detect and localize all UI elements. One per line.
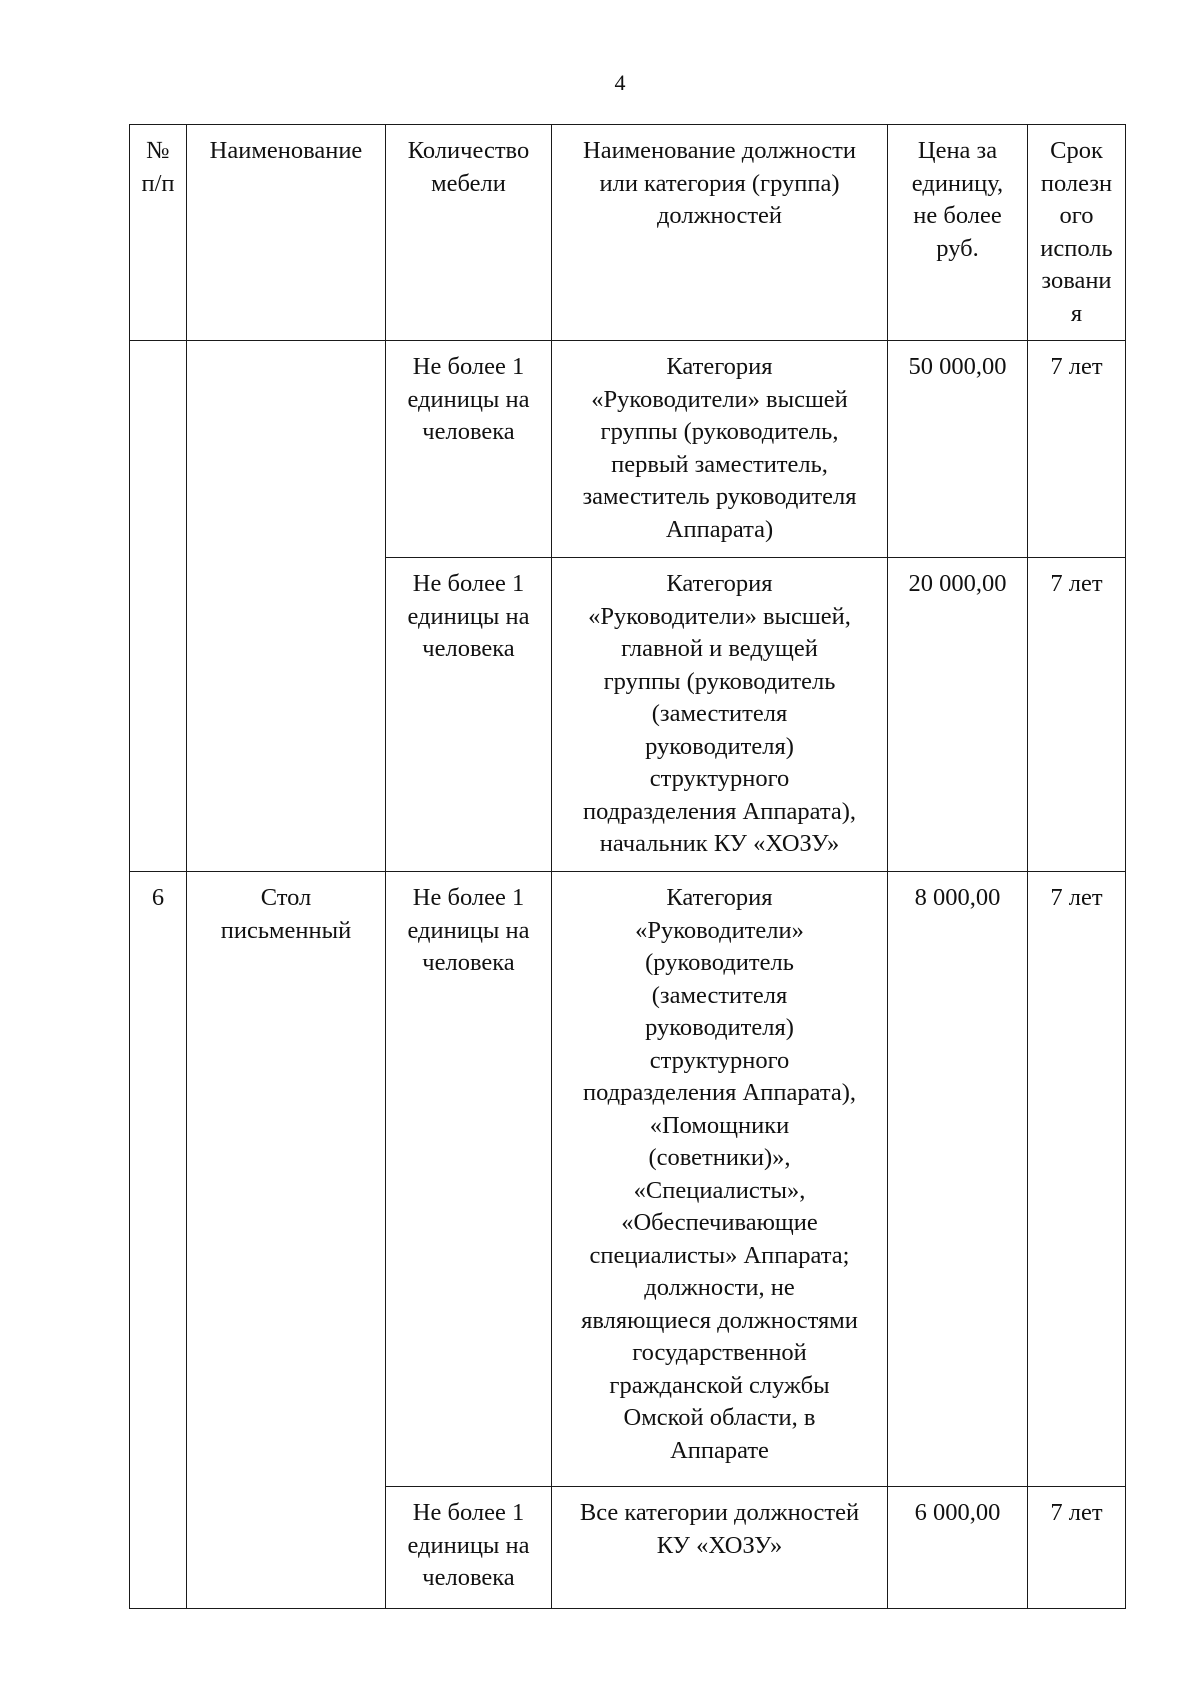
cell-term: 7 лет (1028, 1487, 1126, 1609)
cell-name (187, 341, 386, 872)
cell-quantity: Не более 1 единицы на человека (386, 558, 552, 872)
cell-position: Категория «Руководители» (руководитель (заместителя руководителя) структурного подразделения Аппарата), «Помощники (советники)», «Специалисты», «Обеспечивающие специалисты» Аппарата; должности, не являющиеся должностями государственной гражданской службы Омской области, в Аппарате (552, 872, 888, 1487)
header-quantity: Количество мебели (386, 125, 552, 341)
cell-position: Категория «Руководители» высшей группы (руководитель, первый заместитель, заместитель руководителя Аппарата) (552, 341, 888, 558)
header-name: Наименование (187, 125, 386, 341)
header-term: Срок полезн ого исполь зовани я (1028, 125, 1126, 341)
cell-name: Стол письменный (187, 872, 386, 1609)
table-header-row (130, 125, 1126, 341)
cell-term: 7 лет (1028, 558, 1126, 872)
header-num: № п/п (130, 125, 187, 341)
furniture-norms-table (129, 124, 1126, 1609)
cell-num (130, 341, 187, 872)
cell-position: Все категории должностей КУ «ХОЗУ» (552, 1487, 888, 1609)
cell-price: 8 000,00 (888, 872, 1028, 1487)
table-row (130, 872, 1126, 1487)
cell-num: 6 (130, 872, 187, 1609)
cell-term: 7 лет (1028, 341, 1126, 558)
header-price: Цена за единицу, не более руб. (888, 125, 1028, 341)
cell-position: Категория «Руководители» высшей, главной и ведущей группы (руководитель (заместителя руководителя) структурного подразделения Аппарата), начальник КУ «ХОЗУ» (552, 558, 888, 872)
cell-price: 6 000,00 (888, 1487, 1028, 1609)
cell-term: 7 лет (1028, 872, 1126, 1487)
page-number: 4 (614, 70, 626, 95)
cell-quantity: Не более 1 единицы на человека (386, 341, 552, 558)
cell-quantity: Не более 1 единицы на человека (386, 872, 552, 1487)
header-position: Наименование должности или категория (группа) должностей (552, 125, 888, 341)
cell-quantity: Не более 1 единицы на человека (386, 1487, 552, 1609)
table-row (130, 341, 1126, 558)
cell-price: 20 000,00 (888, 558, 1028, 872)
cell-price: 50 000,00 (888, 341, 1028, 558)
